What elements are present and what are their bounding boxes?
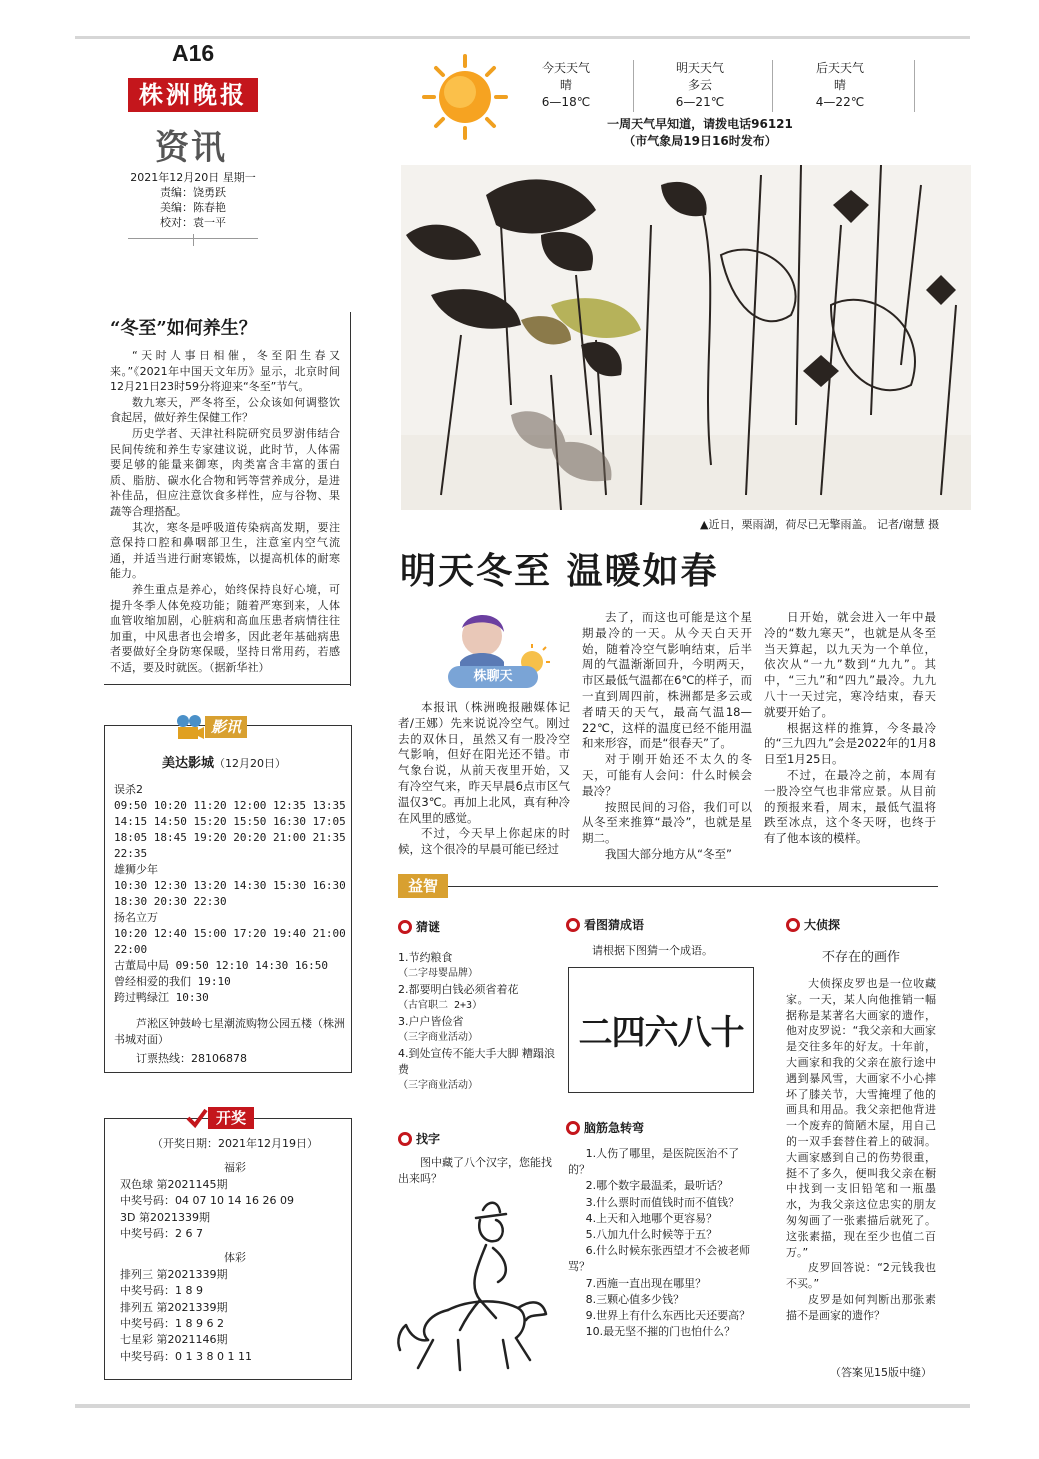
column-logo-text: 株聊天 [448, 666, 538, 688]
meta-designer: 美编：陈春艳 [160, 201, 226, 214]
cinema-label-text: 影讯 [205, 716, 247, 738]
bullet-icon [566, 918, 580, 932]
riddle-hint: （二字母婴品牌） [398, 968, 478, 979]
lottery-d3: 3D 第2021339期 [120, 1210, 210, 1224]
bottom-rule [75, 1404, 970, 1408]
meta-date: 2021年12月20日 星期一 [130, 171, 256, 184]
meta-tick [193, 234, 194, 246]
meta-editor: 责编：饶勇跃 [160, 186, 226, 199]
weather-tomorrow [640, 60, 760, 111]
lottery-ssq-nums: 中奖号码：04 07 10 14 16 26 09 [120, 1194, 294, 1208]
page-meta [128, 170, 258, 230]
movie-title: 古董局中局 [114, 959, 169, 972]
main-article-col3-text [764, 610, 936, 847]
movie-times: 19:10 [197, 975, 231, 988]
detective-subtitle: 不存在的画作 [821, 950, 900, 965]
column-logo [442, 606, 552, 690]
movie-row [114, 974, 346, 990]
brain-title: 脑筋急转弯 [584, 1121, 645, 1135]
weather-tomorrow-temp: 6—21℃ [675, 95, 725, 109]
riddle-item: 3.户户皆俭省 [398, 1015, 464, 1028]
brain-header [566, 1119, 644, 1136]
article-paragraph: 皮罗是如何判断出那张素描不是画家的遗作？ [786, 1292, 936, 1322]
hidden-characters-drawing [388, 1190, 558, 1380]
movie-times: 09:50 10:20 11:20 12:00 12:35 13:35 14:15 14:50 15:20 15:50 16:30 17:05 18:05 18:45 19:20 20:20 21:00 21:35 22:35 [114, 799, 346, 860]
movie-title: 跨过鸭绿江 [114, 991, 169, 1004]
movie-times: 10:20 12:40 15:00 17:20 19:40 21:00 22:00 [114, 927, 346, 956]
movie-title: 雄狮少年 [114, 863, 158, 876]
riddle-hint: （三字商业活动） [398, 1080, 478, 1091]
bullet-icon [398, 920, 412, 934]
cinema-title [162, 752, 286, 771]
movie-row [114, 958, 346, 974]
riddle-list [398, 950, 558, 1094]
brain-item: 10.最无坚不摧的门也怕什么？ [585, 1325, 736, 1339]
lottery-label [186, 1105, 256, 1131]
riddle-hint: （古官职二 2+3） [398, 1000, 483, 1011]
lotus-photo [401, 165, 971, 510]
article-paragraph: 根据这样的推算，今冬最冷的“三九四九”会是2022年的1月8日至1月25日。 [764, 720, 936, 767]
lottery-body [120, 1136, 350, 1365]
photo-caption: ▲近日，栗雨湖，荷尽已无擎雨盖。 记者/谢慧 摄 [700, 518, 940, 531]
riddle-header [398, 918, 440, 935]
lottery-fucai: 福彩 [224, 1161, 246, 1175]
weather-tomorrow-label: 明天天气 [675, 61, 724, 75]
article-paragraph: 大侦探皮罗也是一位收藏家。一天，某人向他推销一幅据称是某著名大画家的遗作，他对皮罗说：“我父亲和大画家是交往多年的好友。十年前，大画家和我的父亲在旅行途中遇到暴风雪，大画家不小心摔坏了膝关节，大雪掩埋了他的画具和用品。我父亲把他背进一个废弃的简陋木屋，用自己的一双手套替住着上的破洞。大画家感到自己的伤势很重，挺不了多久，便叫我父亲在橱中找到一支旧铅笔和一瓶墨水，为我父亲这位忠实的朋友匆匆画了一张素描后就死了。这张素描，现在至少也值二百万。” [786, 977, 936, 1259]
brain-item: 2.哪个数字最温柔，最听话？ [585, 1179, 729, 1193]
weather-divider [914, 60, 915, 112]
winter-article-bottom [104, 684, 351, 685]
weather-note [580, 116, 820, 150]
lottery-d3-nums: 中奖号码：2 6 7 [120, 1227, 203, 1241]
article-paragraph: 本报讯（株洲晚报融媒体记者/王娜）先来说说冷空气。刚过去的双休日，虽然又有一股冷空气影响，但好在阳光还不错。市气象台说，从前天夜里开始，又有冷空气来，昨天早晨6点市区气温仅3℃。再加上北风，真有种冷在风里的感觉。 [398, 700, 570, 825]
weather-tomorrow-cond: 多云 [687, 78, 712, 92]
lottery-date: （开奖日期：2021年12月19日） [152, 1137, 318, 1150]
article-paragraph: 数九寒天，严冬将至，公众该如何调整饮食起居，做好养生保健工作？ [110, 395, 340, 425]
movie-row [114, 990, 346, 1006]
main-headline: 明天冬至 温暖如春 [400, 550, 719, 592]
detective-body [786, 976, 936, 1324]
cinema-name: 美达影城 [162, 756, 215, 771]
main-article-col2 [582, 610, 752, 863]
article-paragraph: 日开始，就会进入一年中最冷的“数九寒天”，也就是从冬至当天算起，以九天为一个单位，依次从“一九”数到“九九”。其中，“三九”和“四九”最冷。九九八十一天过完，寒冷结束，春天就要开始了。 [764, 610, 936, 719]
weather-after-temp: 4—22℃ [815, 95, 865, 109]
lottery-qxc: 七星彩 第2021146期 [120, 1333, 228, 1347]
bullet-icon [398, 1132, 412, 1146]
riddle-item: 4.到处宣传不能大手大脚 糟蹋浪费 [398, 1047, 555, 1076]
article-paragraph: 不过，今天早上你起床的时候，这个很冷的早晨可能已经过 [398, 826, 570, 857]
lottery-qxc-nums: 中奖号码：0 1 3 8 0 1 11 [120, 1349, 252, 1363]
article-paragraph: 对于刚开始还不太久的冬天，可能有人会问：什么时候会最冷？ [582, 752, 752, 798]
meta-proof: 校对：袁一平 [160, 216, 226, 229]
cinema-address: 芦淞区钟鼓岭七星潮流购物公园五楼（株洲书城对面） [114, 1017, 345, 1046]
find-prompt: 图中藏了八个汉字，您能找出来吗？ [398, 1156, 552, 1185]
detective-header [786, 916, 840, 933]
article-paragraph: 去了，而这也可能是这个星期最冷的一天。从今天白天开始，随着冷空气影响结束，后半周的气温渐渐回升，今明两天，市区最低气温都在6℃的样子，而一直到周四前，株洲都是多云或者晴天的天气，最高气温18—22℃，这样的温度已经不能用温和来形容，而是“很春天”了。 [582, 610, 752, 751]
find-title: 找字 [416, 1132, 441, 1146]
movie-times: 10:30 12:30 13:20 14:30 15:30 16:30 18:30 20:30 22:30 [114, 879, 346, 908]
brain-item: 6.什么时候东张西望才不会被老师骂？ [568, 1244, 751, 1274]
idiom-title: 看图猜成语 [584, 918, 645, 932]
top-rule [75, 36, 970, 39]
winter-article-title: “冬至”如何养生？ [110, 318, 257, 339]
idiom-image-text: 二四六八十 [578, 1013, 744, 1053]
riddle-item: 1.节约粮食 [398, 951, 453, 964]
riddle-item: 2.都要明白钱必须省着花 [398, 983, 519, 996]
brain-item: 4.上天和入地哪个更容易？ [585, 1211, 718, 1225]
weather-after-cond: 晴 [833, 78, 846, 92]
main-article-col2-text [582, 610, 752, 863]
weather-issued: （市气象局19日16时发布） [623, 134, 777, 148]
page-number: A16 [172, 40, 215, 66]
yizhi-label: 益智 [398, 874, 448, 898]
weather-today-temp: 6—18℃ [541, 95, 591, 109]
brain-item: 5.八加九什么时候等于五？ [585, 1228, 718, 1242]
movie-times: 10:30 [175, 991, 209, 1004]
yizhi-rule [448, 886, 938, 887]
lottery-p5: 排列五 第2021339期 [120, 1300, 228, 1314]
weather-today [506, 60, 626, 111]
lottery-p5-nums: 中奖号码：1 8 9 6 2 [120, 1317, 224, 1331]
brain-list [568, 1146, 754, 1340]
brain-item: 1.人伤了哪里，是医院医治不了的？ [568, 1147, 740, 1177]
idiom-image-box [568, 967, 754, 1093]
winter-article-body [110, 348, 340, 675]
main-article-col1-text [398, 700, 570, 858]
film-camera-icon [175, 714, 205, 740]
checkmark-icon [186, 1107, 208, 1129]
article-paragraph: 我国大部分地方从“冬至” [605, 846, 732, 861]
main-article-col1 [398, 700, 570, 858]
weather-after-label: 后天天气 [815, 61, 864, 75]
movie-title: 扬名立万 [114, 911, 158, 924]
winter-article-border [350, 312, 351, 686]
detective-text [786, 976, 936, 1324]
detective-answer-note: （答案见15版中缝） [830, 1366, 932, 1379]
detective-title: 大侦探 [804, 918, 841, 932]
article-paragraph: “天时人事日相催，冬至阳生春又来。”《2021年中国天文年历》显示，北京时间12月21日23时59分将迎来“冬至”节气。 [110, 349, 340, 394]
article-paragraph: 其次，寒冬是呼吸道传染病高发期，要注意保持口腔和鼻咽部卫生，注意室内空气流通，并适当进行耐寒锻炼，以提高机体的耐寒能力。 [110, 520, 340, 581]
riddle-hint: （三字商业活动） [398, 1032, 478, 1043]
lottery-p3-nums: 中奖号码：1 8 9 [120, 1284, 203, 1298]
cinema-label [175, 714, 247, 740]
weather-after [780, 60, 900, 111]
idiom-header [566, 916, 644, 933]
weather-today-label: 今天天气 [541, 61, 590, 75]
lottery-p3: 排列三 第2021339期 [120, 1267, 228, 1281]
weather-today-cond: 晴 [559, 78, 572, 92]
sun-icon [420, 52, 510, 142]
lottery-ticai: 体彩 [224, 1251, 246, 1265]
lottery-label-text: 开奖 [208, 1107, 254, 1129]
cinema-schedule [114, 782, 346, 1006]
weather-divider [633, 60, 634, 112]
article-paragraph: 皮罗回答说：“2元钱我也不买。” [786, 1261, 936, 1291]
movie-times: 09:50 12:10 14:30 16:50 [175, 959, 328, 972]
movie-title: 曾经相爱的我们 [114, 975, 191, 988]
article-paragraph: 养生重点是养心，始终保持良好心境，可提升冬季人体免疫功能；随着严寒到来，人体血管收缩加剧，心脏病和高血压患者病情往往加重，中风患者也会增多，因此老年基础病患者要做好全身防寒保暖，坚持日常用药，若感不适，要及时就医。（据新华社） [110, 582, 340, 674]
article-paragraph: 历史学者、天津社科院研究员罗澍伟结合民间传统和养生专家建议说，此时节，人体需要足够的能量来御寒，肉类富含丰富的蛋白质、脂肪、碳水化合物和钙等营养成分，是进补佳品，但应注意饮食多样性，应与谷物、果蔬等合理搭配。 [110, 426, 340, 518]
section-title: 资讯 [155, 128, 227, 168]
bullet-icon [786, 918, 800, 932]
brain-item: 3.什么票时而值钱时而不值钱？ [585, 1195, 740, 1209]
weather-hotline: 一周天气早知道，请拨电话96121 [607, 117, 793, 131]
masthead-logo: 株洲晚报 [128, 78, 258, 112]
find-header [398, 1130, 440, 1147]
lottery-ssq: 双色球 第2021145期 [120, 1177, 228, 1191]
brain-item: 9.世界上有什么东西比天还要高？ [585, 1309, 751, 1323]
movie-title: 误杀2 [114, 783, 143, 796]
winter-article-text [110, 348, 340, 675]
brain-item: 8.三颗心值多少钱？ [585, 1292, 685, 1306]
article-paragraph: 不过，在最冷之前，本周有一股冷空气也非常应景。从目前的预报来看，周末，最低气温将跌至冰点，这个冬天呀，也终于有了他本该的模样。 [764, 767, 936, 846]
article-paragraph: 按照民间的习俗，我们可以从冬至来推算“最冷”，也就是星期二。 [582, 799, 752, 846]
bullet-icon [566, 1121, 580, 1135]
brain-item: 7.西施一直出现在哪里？ [585, 1276, 707, 1290]
weather-divider [772, 60, 773, 112]
cinema-phone: 订票热线：28106878 [136, 1052, 247, 1065]
idiom-prompt: 请根据下图猜一个成语。 [592, 944, 713, 957]
main-article-col3 [764, 610, 936, 847]
cinema-date: （12月20日） [214, 757, 287, 770]
riddle-title: 猜谜 [416, 920, 441, 934]
